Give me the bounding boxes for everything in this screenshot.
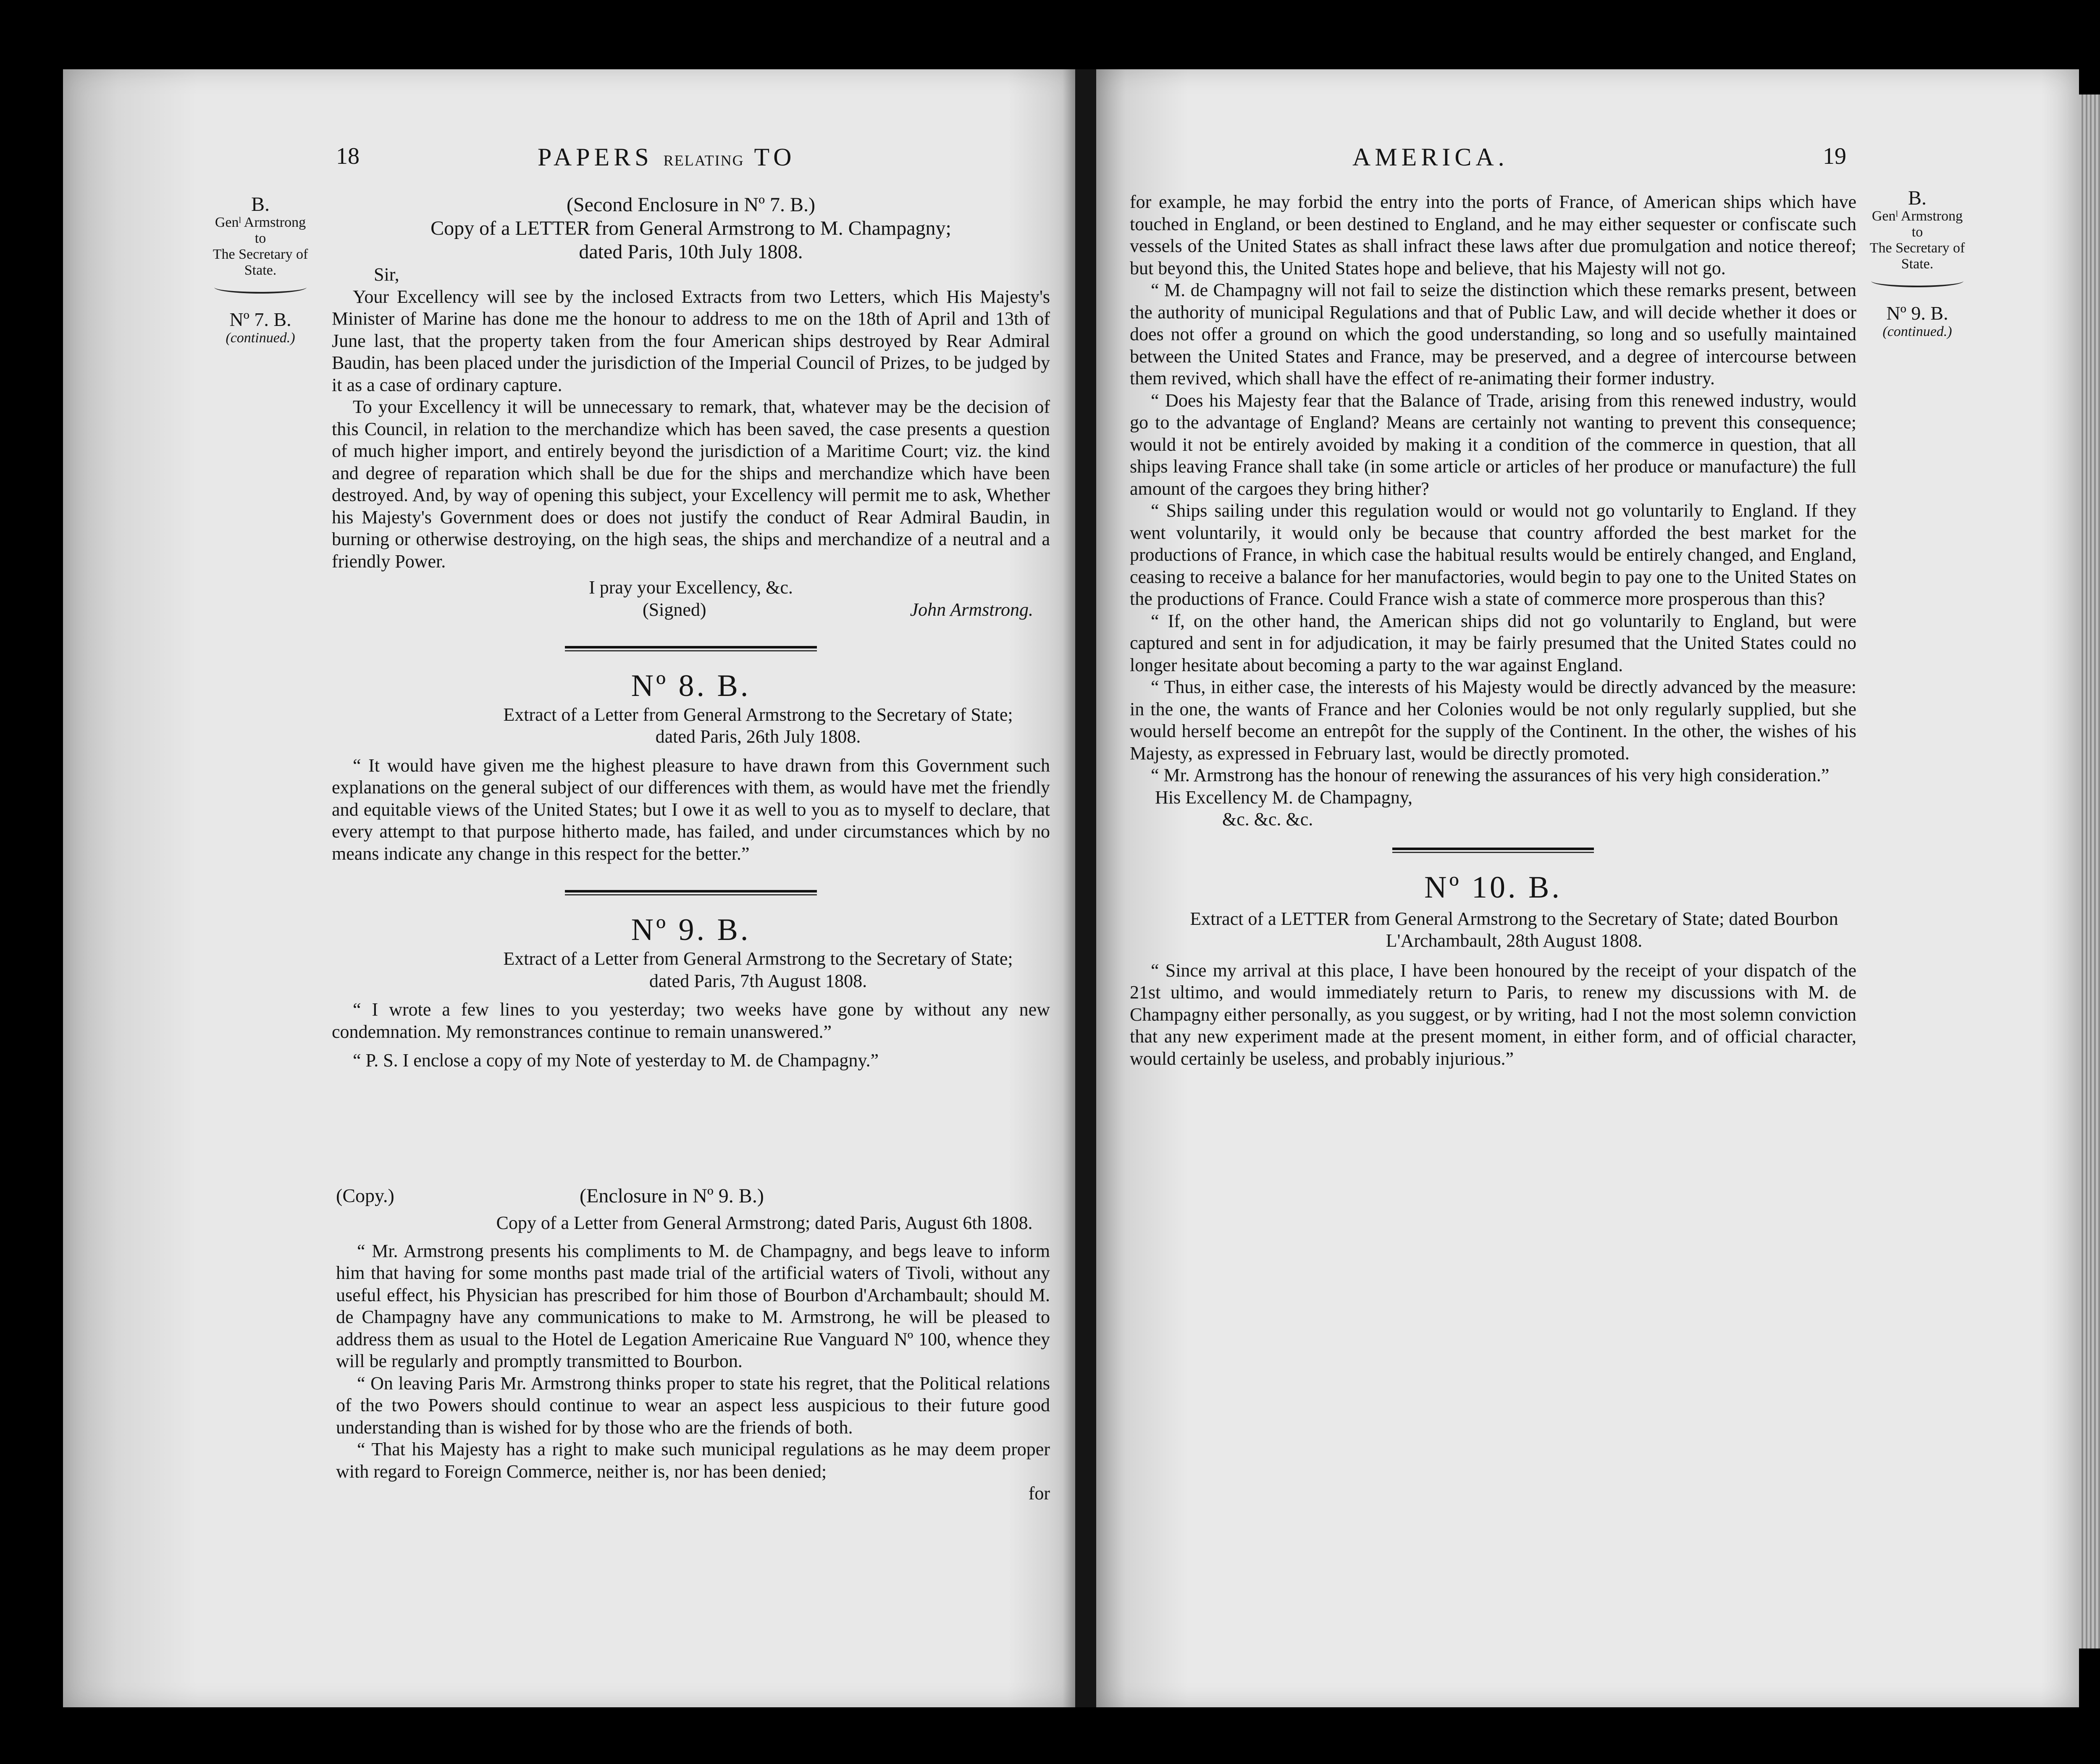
right-para-3: “ Does his Majesty fear that the Balance of Trade, arising from this renewed industry, would go to the advantage of England? Means are certainly not wanting to prevent this consequence; would it not be entirely avoided by making it a condition of the commerce in question, that all ships leaving France shall take (in some article or articles of her produce or manufacture) the full amount of the cargoes they bring hither?: [1130, 390, 1856, 499]
section-rule: [565, 646, 817, 651]
signature: John Armstrong.: [910, 599, 1033, 620]
catchword: for: [1028, 1483, 1050, 1504]
brace-divider: [1871, 275, 1964, 287]
left-folio: 18: [336, 143, 360, 169]
margin-line-3: The Secretary of: [1869, 240, 1965, 256]
margin-line-4: State.: [244, 262, 277, 278]
margin-line-3: The Secretary of: [213, 247, 308, 262]
margin-letter: B.: [1908, 187, 1927, 209]
margin-line-1: Genˡ Armstrong: [215, 215, 306, 230]
right-folio: 19: [1823, 143, 1846, 169]
copy-label: (Copy.): [336, 1185, 394, 1206]
left-margin-note: [181, 195, 340, 347]
running-head-to: TO: [754, 143, 796, 171]
no8-subheading: Extract of a Letter from General Armstrong to the Secretary of State; dated Paris, 26th July 1808.: [503, 704, 1013, 747]
enclosure-in-no9: (Enclosure in Nº 9. B.): [580, 1185, 764, 1207]
right-para-2: “ M. de Champagny will not fail to seize the distinction which these remarks present, between the authority of municipal Regulations and that of Public Law, and will decide whether it does or does not offer a ground on which the good understanding, so long and so usefully maintained between the United States and France, may be preserved, and a degree of intercourse between them revived, which shall have the effect of re-animating their former industry.: [1130, 280, 1856, 388]
enclosure-row: [336, 1184, 1050, 1210]
margin-line-4: State.: [1901, 256, 1934, 272]
right-para-4: “ Ships sailing under this regulation would or would not go voluntarily to England. If they went voluntarily, it would only be because that country afforded the best market for the productions of France, in which case the habitual results would be entirely changed, and England, ceasing to receive a balance for her manufactories, would begin to pay one to the United States on the productions of France. Could France wish a state of commerce more prosperous than this?: [1130, 500, 1856, 609]
enclosure-para-3: “ That his Majesty has a right to make such municipal regulations as he may deem proper with regard to Foreign Commerce, neither is, nor has been denied;: [336, 1439, 1050, 1482]
no9-heading: Nº 9. B.: [631, 913, 751, 947]
copy-heading-1: Copy of a LETTER from General Armstrong to M. Champagny;: [430, 217, 951, 239]
second-enclosure-heading: (Second Enclosure in Nº 7. B.): [566, 194, 816, 216]
no10-text: “ Since my arrival at this place, I have been honoured by the receipt of your dispatch of the 21st ultimo, and would immediately return to Paris, to renew my discussions with M. de Champagny either personally, as you suggest, or by writing, had I not the most solemn conviction that any new experiment made at the present moment, in either form, and of official character, would certainly be useless, and probably injurious.”: [1130, 960, 1856, 1069]
brace-divider: [214, 281, 307, 294]
running-head-relating: RELATING: [663, 152, 744, 169]
closing: I pray your Excellency, &c.: [589, 577, 793, 598]
page-edges: [2079, 94, 2100, 1648]
left-lower-block: [336, 1184, 1050, 1505]
enclosure-para-2: “ On leaving Paris Mr. Armstrong thinks proper to state his regret, that the Political relations of the two Powers should continue to wear an aspect less auspicious to their future good understanding than is wished for by those who are the friends of both.: [336, 1373, 1050, 1438]
addressee-1: His Excellency M. de Champagny,: [1155, 787, 1412, 808]
right-margin-note: [1848, 189, 1987, 341]
margin-letter: B.: [251, 193, 270, 215]
signed-label: (Signed): [643, 599, 706, 620]
left-running-head: [538, 143, 795, 172]
no10-subheading: Extract of a LETTER from General Armstrong to the Secretary of State; dated Bourbon L'Archambault, 28th August 1808.: [1190, 908, 1838, 951]
running-head-papers: PAPERS: [538, 143, 653, 171]
right-running-head: AMERICA.: [1352, 143, 1509, 171]
copy-heading-2: dated Paris, 10th July 1808.: [579, 241, 803, 263]
right-para-7: “ Mr. Armstrong has the honour of renewing the assurances of his very high consideration.”: [1151, 765, 1830, 785]
no8-text: “ It would have given me the highest pleasure to have drawn from this Government such explanations on the general subject of our differences with them, as would have met the friendly and equitable views of the United States; but I owe it as well to you as to myself to declare, that every attempt to that purpose hitherto made, has failed, and under circumstances which by no means indicate any change in this respect for the better.”: [332, 755, 1050, 864]
margin-number: Nº 7. B.: [229, 309, 291, 330]
letter-para-1: Your Excellency will see by the inclosed Extracts from two Letters, which His Majesty's Minister of Marine has done me the honour to address to me on the 18th of April and 13th of June last, that the property taken from the four American ships destroyed by Rear Admiral Baudin, has been placed under the jurisdiction of the Imperial Council of Prizes, to be judged by it as a case of ordinary capture.: [332, 286, 1050, 395]
margin-line-1: Genˡ Armstrong: [1872, 208, 1963, 224]
letter-para-2: To your Excellency it will be unnecessary to remark, that, whatever may be the decision of this Council, in relation to the merchandize which has been saved, the case presents a question of much higher import, and entirely beyond the jurisdiction of a Maritime Court; viz. the kind and degree of reparation which shall be due for the ships and merchandize which have been destroyed. And, by way of opening this subject, your Excellency will permit me to ask, Whether his Majesty's Government does or does not justify the conduct of Rear Admiral Baudin, in burning or otherwise destroying, on the high seas, the ships and merchandize of a neutral and a friendly Power.: [332, 396, 1050, 572]
enclosure-para-1: “ Mr. Armstrong presents his compliments to M. de Champagny, and begs leave to inform him that having for some months past made trial of the artificial waters of Tivoli, without any useful effect, his Physician has prescribed for him those of Bourbon d'Archambault; should M. de Champagny have any communications to make to M. Armstrong, he will be pleased to address them as usual to the Hotel de Legation Americaine Rue Vanguard Nº 100, whence they will be regularly and promptly transmitted to Bourbon.: [336, 1240, 1050, 1371]
margin-continued: (continued.): [1882, 324, 1952, 339]
section-rule: [1392, 848, 1594, 853]
addressee-2: &c. &c. &c.: [1222, 809, 1313, 830]
margin-line-2: to: [1911, 224, 1923, 240]
margin-continued: (continued.): [226, 330, 295, 346]
no10-heading: Nº 10. B.: [1424, 870, 1562, 905]
no8-heading: Nº 8. B.: [631, 668, 751, 703]
margin-line-2: to: [255, 231, 266, 246]
no9-text: “ I wrote a few lines to you yesterday; two weeks have gone by without any new condemnation. My remonstrances continue to remain unanswered.”: [332, 999, 1050, 1042]
section-rule: [565, 890, 817, 895]
margin-number: Nº 9. B.: [1886, 302, 1948, 324]
signed-row: [332, 599, 1050, 621]
left-text-block: [332, 193, 1050, 1072]
salutation: Sir,: [374, 264, 399, 285]
right-para-1: for example, he may forbid the entry into the ports of France, of American ships which have touched in England, or been destined to England, and he may either sequester or confiscate such vessels of the United States as shall infract these laws after due promulgation and notice thereof; but beyond this, the United States hope and believe, that his Majesty will not go.: [1130, 192, 1856, 278]
enclosure-subheading: Copy of a Letter from General Armstrong; dated Paris, August 6th 1808.: [496, 1213, 1033, 1233]
book-gutter: [1075, 69, 1096, 1707]
no9-subheading: Extract of a Letter from General Armstrong to the Secretary of State; dated Paris, 7th August 1808.: [503, 948, 1013, 991]
right-para-6: “ Thus, in either case, the interests of his Majesty would be directly advanced by the measure: in the one, the wants of France and her Colonies would be not only regularly supplied, but she would herself become an entrepôt for the supply of the Continent. In the other, the wishes of his Majesty, as expressed in February last, would be directly promoted.: [1130, 677, 1856, 764]
right-para-5: “ If, on the other hand, the American ships did not go voluntarily to England, but were captured and sent in for adjudication, it may be fairly presumed that the United States could no longer hesitate about becoming a party to the war against England.: [1130, 610, 1856, 675]
right-text-block: [1130, 191, 1856, 1070]
no9-postscript: “ P. S. I enclose a copy of my Note of yesterday to M. de Champagny.”: [353, 1050, 879, 1071]
